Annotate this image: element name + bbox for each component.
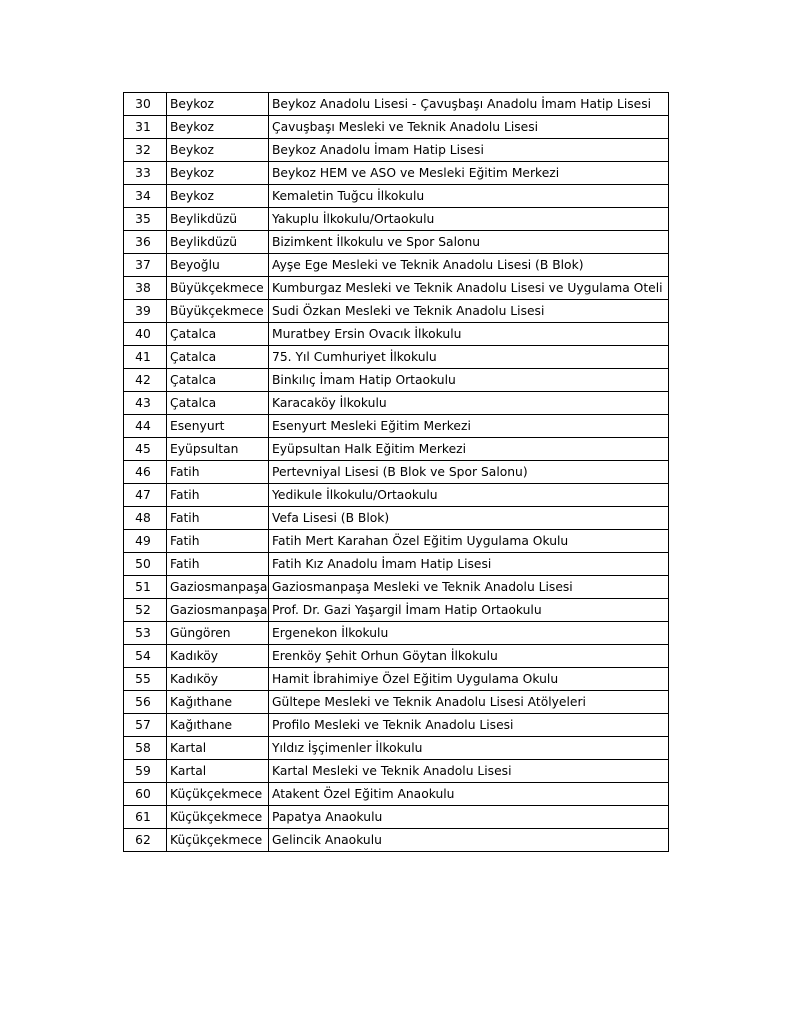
district-cell: Beylikdüzü — [167, 208, 269, 231]
table-row — [124, 645, 669, 668]
district-cell: Çatalca — [167, 323, 269, 346]
school-name-cell: Gültepe Mesleki ve Teknik Anadolu Lisesi Atölyeleri — [269, 691, 669, 714]
school-name-cell: Muratbey Ersin Ovacık İlkokulu — [269, 323, 669, 346]
row-number-cell: 55 — [124, 668, 167, 691]
row-number-cell: 56 — [124, 691, 167, 714]
table-row — [124, 254, 669, 277]
school-name-cell: Erenköy Şehit Orhun Göytan İlkokulu — [269, 645, 669, 668]
district-cell: Kartal — [167, 760, 269, 783]
district-cell: Kadıköy — [167, 668, 269, 691]
table-row — [124, 162, 669, 185]
school-name-cell: Sudi Özkan Mesleki ve Teknik Anadolu Lisesi — [269, 300, 669, 323]
table-row — [124, 323, 669, 346]
district-cell: Fatih — [167, 553, 269, 576]
row-number-cell: 34 — [124, 185, 167, 208]
row-number-cell: 54 — [124, 645, 167, 668]
school-name-cell: Gaziosmanpaşa Mesleki ve Teknik Anadolu Lisesi — [269, 576, 669, 599]
table-row — [124, 599, 669, 622]
district-cell: Fatih — [167, 530, 269, 553]
district-cell: Çatalca — [167, 346, 269, 369]
row-number-cell: 53 — [124, 622, 167, 645]
table-row — [124, 668, 669, 691]
table-row — [124, 139, 669, 162]
table-row — [124, 415, 669, 438]
district-cell: Çatalca — [167, 369, 269, 392]
row-number-cell: 41 — [124, 346, 167, 369]
school-name-cell: Pertevniyal Lisesi (B Blok ve Spor Salonu) — [269, 461, 669, 484]
row-number-cell: 61 — [124, 806, 167, 829]
district-cell: Beylikdüzü — [167, 231, 269, 254]
district-cell: Beyoğlu — [167, 254, 269, 277]
row-number-cell: 43 — [124, 392, 167, 415]
row-number-cell: 60 — [124, 783, 167, 806]
school-table — [123, 92, 669, 852]
table-row — [124, 300, 669, 323]
district-cell: Fatih — [167, 507, 269, 530]
district-cell: Güngören — [167, 622, 269, 645]
school-name-cell: 75. Yıl Cumhuriyet İlkokulu — [269, 346, 669, 369]
row-number-cell: 59 — [124, 760, 167, 783]
school-name-cell: Fatih Mert Karahan Özel Eğitim Uygulama Okulu — [269, 530, 669, 553]
school-table-body — [124, 93, 669, 852]
row-number-cell: 46 — [124, 461, 167, 484]
table-row — [124, 553, 669, 576]
table-row — [124, 438, 669, 461]
row-number-cell: 35 — [124, 208, 167, 231]
row-number-cell: 48 — [124, 507, 167, 530]
school-name-cell: Yakuplu İlkokulu/Ortaokulu — [269, 208, 669, 231]
district-cell: Eyüpsultan — [167, 438, 269, 461]
table-row — [124, 530, 669, 553]
school-name-cell: Kemaletin Tuğcu İlkokulu — [269, 185, 669, 208]
district-cell: Kağıthane — [167, 714, 269, 737]
school-name-cell: Papatya Anaokulu — [269, 806, 669, 829]
school-name-cell: Yedikule İlkokulu/Ortaokulu — [269, 484, 669, 507]
district-cell: Fatih — [167, 484, 269, 507]
table-row — [124, 277, 669, 300]
district-cell: Beykoz — [167, 139, 269, 162]
school-name-cell: Hamit İbrahimiye Özel Eğitim Uygulama Okulu — [269, 668, 669, 691]
table-row — [124, 346, 669, 369]
school-name-cell: Ayşe Ege Mesleki ve Teknik Anadolu Lisesi (B Blok) — [269, 254, 669, 277]
district-cell: Gaziosmanpaşa — [167, 599, 269, 622]
school-name-cell: Beykoz Anadolu İmam Hatip Lisesi — [269, 139, 669, 162]
school-name-cell: Atakent Özel Eğitim Anaokulu — [269, 783, 669, 806]
school-name-cell: Beykoz Anadolu Lisesi - Çavuşbaşı Anadolu İmam Hatip Lisesi — [269, 93, 669, 116]
district-cell: Beykoz — [167, 93, 269, 116]
table-row — [124, 231, 669, 254]
school-name-cell: Yıldız İşçimenler İlkokulu — [269, 737, 669, 760]
row-number-cell: 52 — [124, 599, 167, 622]
table-row — [124, 484, 669, 507]
table-row — [124, 691, 669, 714]
row-number-cell: 51 — [124, 576, 167, 599]
school-name-cell: Beykoz HEM ve ASO ve Mesleki Eğitim Merkezi — [269, 162, 669, 185]
row-number-cell: 47 — [124, 484, 167, 507]
school-name-cell: Vefa Lisesi (B Blok) — [269, 507, 669, 530]
district-cell: Çatalca — [167, 392, 269, 415]
district-cell: Küçükçekmece — [167, 829, 269, 852]
row-number-cell: 30 — [124, 93, 167, 116]
district-cell: Gaziosmanpaşa — [167, 576, 269, 599]
district-cell: Küçükçekmece — [167, 783, 269, 806]
row-number-cell: 44 — [124, 415, 167, 438]
table-row — [124, 507, 669, 530]
row-number-cell: 37 — [124, 254, 167, 277]
row-number-cell: 45 — [124, 438, 167, 461]
school-name-cell: Binkılıç İmam Hatip Ortaokulu — [269, 369, 669, 392]
row-number-cell: 31 — [124, 116, 167, 139]
district-cell: Büyükçekmece — [167, 300, 269, 323]
district-cell: Büyükçekmece — [167, 277, 269, 300]
row-number-cell: 49 — [124, 530, 167, 553]
district-cell: Beykoz — [167, 185, 269, 208]
district-cell: Kağıthane — [167, 691, 269, 714]
school-name-cell: Eyüpsultan Halk Eğitim Merkezi — [269, 438, 669, 461]
table-row — [124, 806, 669, 829]
row-number-cell: 36 — [124, 231, 167, 254]
district-cell: Esenyurt — [167, 415, 269, 438]
row-number-cell: 50 — [124, 553, 167, 576]
table-row — [124, 622, 669, 645]
row-number-cell: 38 — [124, 277, 167, 300]
district-cell: Kadıköy — [167, 645, 269, 668]
table-row — [124, 392, 669, 415]
table-row — [124, 116, 669, 139]
table-row — [124, 783, 669, 806]
district-cell: Beykoz — [167, 116, 269, 139]
school-name-cell: Gelincik Anaokulu — [269, 829, 669, 852]
table-row — [124, 93, 669, 116]
row-number-cell: 39 — [124, 300, 167, 323]
row-number-cell: 33 — [124, 162, 167, 185]
school-name-cell: Profilo Mesleki ve Teknik Anadolu Lisesi — [269, 714, 669, 737]
school-name-cell: Çavuşbaşı Mesleki ve Teknik Anadolu Lisesi — [269, 116, 669, 139]
row-number-cell: 40 — [124, 323, 167, 346]
table-row — [124, 737, 669, 760]
table-row — [124, 714, 669, 737]
district-cell: Küçükçekmece — [167, 806, 269, 829]
district-cell: Fatih — [167, 461, 269, 484]
row-number-cell: 62 — [124, 829, 167, 852]
table-row — [124, 461, 669, 484]
school-name-cell: Prof. Dr. Gazi Yaşargil İmam Hatip Ortaokulu — [269, 599, 669, 622]
district-cell: Kartal — [167, 737, 269, 760]
table-row — [124, 760, 669, 783]
row-number-cell: 58 — [124, 737, 167, 760]
table-row — [124, 576, 669, 599]
row-number-cell: 32 — [124, 139, 167, 162]
school-name-cell: Esenyurt Mesleki Eğitim Merkezi — [269, 415, 669, 438]
school-name-cell: Kartal Mesleki ve Teknik Anadolu Lisesi — [269, 760, 669, 783]
table-row — [124, 208, 669, 231]
district-cell: Beykoz — [167, 162, 269, 185]
row-number-cell: 57 — [124, 714, 167, 737]
school-name-cell: Bizimkent İlkokulu ve Spor Salonu — [269, 231, 669, 254]
table-row — [124, 829, 669, 852]
school-name-cell: Fatih Kız Anadolu İmam Hatip Lisesi — [269, 553, 669, 576]
school-name-cell: Karacaköy İlkokulu — [269, 392, 669, 415]
table-row — [124, 369, 669, 392]
school-name-cell: Ergenekon İlkokulu — [269, 622, 669, 645]
table-row — [124, 185, 669, 208]
row-number-cell: 42 — [124, 369, 167, 392]
school-name-cell: Kumburgaz Mesleki ve Teknik Anadolu Lisesi ve Uygulama Oteli — [269, 277, 669, 300]
